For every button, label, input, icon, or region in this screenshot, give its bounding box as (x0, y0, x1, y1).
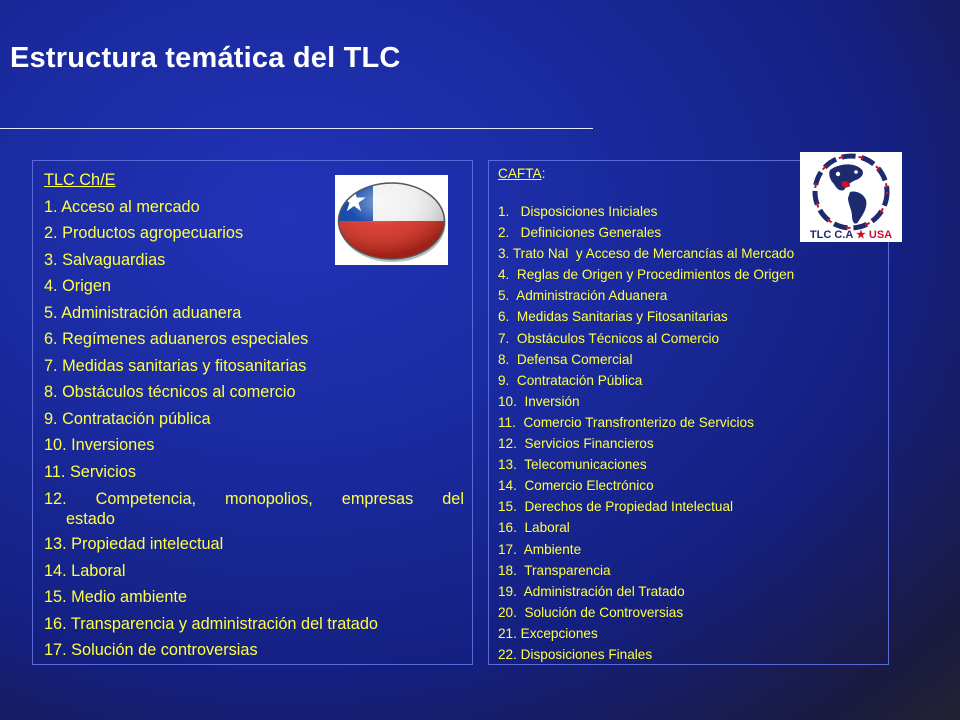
list-item: 7. Obstáculos Técnicos al Comercio (498, 330, 720, 346)
list-item: 3. Salvaguardias (44, 250, 166, 269)
list-item: 15. Derechos de Propiedad Intelectual (498, 499, 734, 515)
tlc-logo-text-right: USA (868, 229, 893, 241)
slide-title: Estructura temática del TLC (10, 42, 401, 74)
chile-flag-image (335, 175, 448, 265)
list-item: 4. Reglas de Origen y Procedimientos de Origen (498, 267, 795, 283)
list-item: 19. Administración del Tratado (498, 583, 685, 599)
left-items-b (44, 531, 464, 664)
list-item: 4. Origen (44, 277, 111, 295)
list-item: 8. Defensa Comercial (498, 351, 633, 367)
list-item: 7. Medidas sanitarias y fitosanitarias (44, 356, 307, 375)
list-item: 9. Contratación pública (44, 409, 211, 428)
tlc-logo-text-left: TLC C.A (809, 229, 853, 241)
list-item: 14. Laboral (44, 561, 126, 580)
list-item: 18. Transparencia (498, 562, 611, 578)
list-item: 13. Propiedad intelectual (44, 535, 224, 553)
cafta-heading-colon: : (541, 166, 546, 181)
list-item: 3. Trato Nal y Acceso de Mercancías al Mercado (498, 246, 795, 262)
tlc-chile-heading: TLC Ch/E (44, 171, 116, 189)
list-item: 11. Comercio Transfronterizo de Servicios (498, 414, 754, 430)
list-item: 15. Medio ambiente (44, 588, 188, 606)
list-item: 17. Ambiente (498, 541, 582, 557)
tlc-logo-label (800, 228, 902, 241)
list-item: 13. Telecomunicaciones (498, 457, 647, 473)
list-item: 11. Servicios (44, 462, 136, 481)
list-item: 2. Productos agropecuarios (44, 224, 244, 242)
wrap-word: 12. (44, 490, 67, 508)
list-item: 6. Regímenes aduaneros especiales (44, 330, 309, 348)
list-item: 17. Solución de controversias (44, 641, 258, 659)
wrap-word: del (442, 490, 464, 508)
tlc-cafta-logo (800, 152, 902, 242)
wrap-line-1 (44, 489, 464, 509)
list-item: 14. Comercio Electrónico (498, 478, 654, 494)
title-underline (0, 128, 593, 129)
wrap-word: monopolios, (225, 490, 313, 508)
list-item: 22. Disposiciones Finales (498, 646, 653, 662)
list-item: 1. Acceso al mercado (44, 197, 200, 216)
list-item: 21. Excepciones (498, 625, 598, 641)
list-item: 16. Transparencia y administración del tratado (44, 614, 378, 633)
list-item: 8. Obstáculos técnicos al comercio (44, 383, 296, 401)
list-item: 9. Contratación Pública (498, 372, 643, 388)
list-item: 5. Administración Aduanera (498, 288, 668, 304)
list-item-competencia (44, 485, 464, 531)
list-item: 10. Inversiones (44, 436, 155, 454)
list-item: 6. Medidas Sanitarias y Fitosanitarias (498, 309, 728, 325)
cafta-heading-text: CAFTA (498, 166, 542, 181)
chile-flag-icon (335, 175, 448, 265)
list-item: 20. Solución de Controversias (498, 604, 684, 620)
tlc-logo-star-icon: ★ (855, 229, 866, 241)
list-item: 1. Disposiciones Iniciales (498, 204, 658, 219)
list-item: 5. Administración aduanera (44, 303, 242, 322)
wrap-word: empresas (341, 490, 414, 508)
list-item: 10. Inversión (498, 393, 580, 409)
list-item: 16. Laboral (498, 520, 570, 536)
wrap-word: Competencia, (95, 490, 197, 508)
wrap-line-2: estado (66, 510, 115, 528)
list-item: 12. Servicios Financieros (498, 436, 654, 452)
list-item: 2. Definiciones Generales (498, 225, 662, 241)
